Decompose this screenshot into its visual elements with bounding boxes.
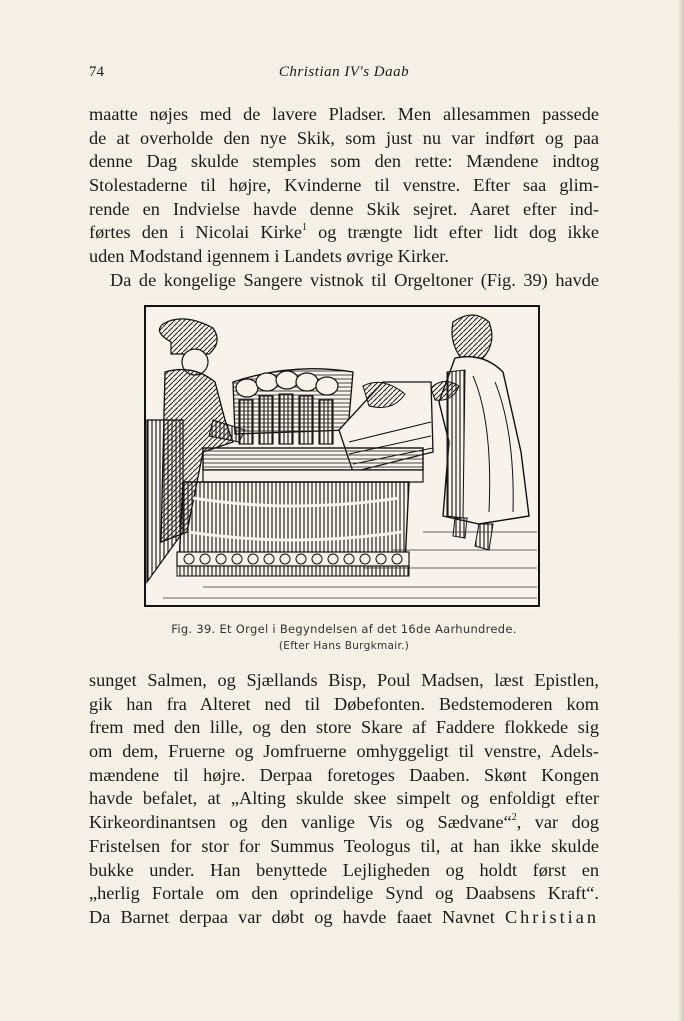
running-title: Christian IV's Daab [278, 64, 410, 80]
text-line: uden Modstand igennem i Landets øvrige Kirker. [89, 246, 449, 267]
text-line: Fristelsen for stor for Summus Teologus til, at han ikke skulde [89, 835, 599, 856]
text-line: frem med den lille, og den store Skare af Faddere flokkede sig [89, 717, 599, 738]
figure-caption: Fig. 39. Et Orgel i Begyndelsen af det 16de Aarhundrede. [171, 622, 517, 636]
text-line: om dem, Fruerne og Jomfruerne omhyggeligt til venstre, Adels- [89, 741, 599, 762]
footnote-ref-2[interactable]: 2 [511, 812, 517, 824]
text-line: havde befalet, at „Alting skulde skee simpelt og enfoldigt efter [89, 788, 599, 809]
text-line [89, 906, 599, 930]
figure-caption-block [89, 622, 599, 652]
text-line: rende en Indvielse havde denne Skik sejret. Aaret efter ind- [89, 198, 599, 219]
text-line: bukke under. Han benyttede Lejligheden og holdt først en [89, 859, 599, 880]
text-line: Da de kongelige Sangere vistnok til Orgeltoner (Fig. 39) havde [110, 269, 599, 290]
text-fragment: Kirkeordinantsen og den vanlige Vis og Sædvane“ [89, 812, 512, 833]
text-line: sunget Salmen, og Sjællands Bisp, Poul Madsen, læst Epistlen, [89, 670, 599, 690]
figure-credit: (Efter Hans Burgkmair.) [278, 640, 410, 652]
page-number: 74 [89, 64, 104, 80]
figure-organ-woodcut [143, 302, 541, 610]
text-line: gik han fra Alteret ned til Døbefonten. Bedstemoderen kom [89, 693, 599, 714]
text-line [89, 811, 599, 835]
text-line: mændene til højre. Derpaa foretoges Daaben. Skønt Kongen [89, 764, 599, 785]
footnote-ref-1[interactable]: 1 [301, 222, 307, 234]
text-line: maatte nøjes med de lavere Pladser. Men allesammen passede [89, 104, 599, 124]
text-line [89, 221, 599, 245]
paragraph-1 [89, 103, 599, 293]
running-header [89, 64, 599, 86]
text-line: denne Dag skulde stemples som den rette: Mændene indtog [89, 151, 599, 172]
paragraph-2 [89, 669, 599, 930]
page-edge-shadow [678, 0, 684, 1021]
organ-woodcut-illustration [143, 302, 541, 610]
text-line: de at overholde den nye Skik, som just nu var indført og paa [89, 127, 599, 148]
text-fragment: og trængte lidt efter lidt dog ikke [306, 222, 600, 243]
text-fragment: , var dog [516, 812, 599, 833]
text-line: „herlig Fortale om den oprindelige Synd og Daabsens Kraft“. [89, 883, 599, 904]
emphasized-name: Christian [504, 906, 599, 927]
text-line: Stolestaderne til højre, Kvinderne til venstre. Efter saa glim- [89, 175, 599, 196]
text-fragment: førtes den i Nicolai Kirke [89, 222, 302, 243]
text-fragment: Da Barnet derpaa var døbt og havde faaet Navnet [89, 906, 505, 927]
